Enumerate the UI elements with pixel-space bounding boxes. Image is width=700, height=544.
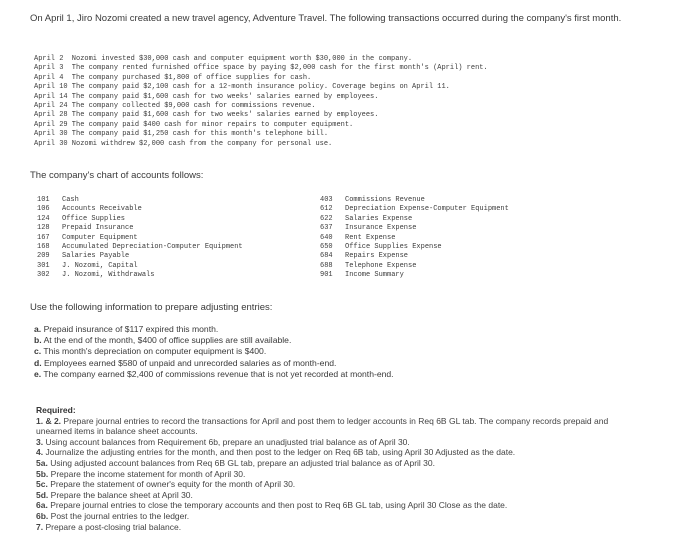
adjustment-text: Prepaid insurance of $117 expired this month.: [43, 324, 219, 334]
account-row: [320, 271, 620, 280]
adjustment-item: [34, 346, 394, 357]
account-name: Accumulated Depreciation-Computer Equipment: [62, 243, 243, 252]
required-item: [36, 522, 646, 533]
account-name: J. Nozomi, Capital: [62, 261, 138, 270]
required-label: 7.: [36, 521, 44, 532]
accounts-right-column: [320, 196, 620, 281]
required-item: [36, 416, 646, 437]
account-row: [320, 205, 620, 214]
required-text: Using adjusted account balances from Req 6B GL tab, prepare an adjusted trial balance as of April 30.: [50, 457, 435, 468]
required-label: 6a.: [36, 500, 48, 511]
account-number: 302: [37, 271, 50, 280]
adjustment-item: [34, 324, 394, 335]
required-item: [36, 458, 646, 469]
required-item: [36, 469, 646, 480]
account-number: 301: [37, 261, 50, 270]
account-number: 128: [37, 224, 50, 233]
account-name: Income Summary: [345, 271, 404, 280]
account-number: 403: [320, 196, 333, 204]
account-row: [37, 234, 307, 243]
adjustment-text: The company earned $2,400 of commissions revenue that is not yet recorded at month-end.: [43, 368, 394, 379]
required-item: [36, 490, 646, 501]
account-row: [320, 243, 620, 252]
required-label: 5a.: [36, 457, 48, 468]
required-heading: Required:: [36, 405, 76, 415]
required-label: 5c.: [36, 479, 48, 490]
account-number: 168: [37, 243, 50, 252]
adjustment-text: This month's depreciation on computer equipment is $400.: [43, 346, 267, 357]
account-name: Prepaid Insurance: [62, 224, 134, 233]
required-text: Prepare journal entries to close the temporary accounts and then post to Req 6B GL tab, using April 30 Close as the date.: [50, 500, 508, 511]
required-item: [36, 500, 646, 511]
required-label: 1. & 2.: [36, 415, 62, 426]
adjustment-item: [34, 369, 394, 380]
adjustment-item: [34, 335, 394, 346]
account-number: 901: [320, 271, 333, 280]
account-number: 124: [37, 214, 50, 223]
adjustment-text: At the end of the month, $400 of office supplies are still available.: [43, 335, 292, 346]
account-row: [37, 262, 307, 271]
account-row: [320, 224, 620, 233]
account-row: [37, 215, 307, 224]
required-text: Using account balances from Requirement 6b, prepare an unadjusted trial balance as of April 30.: [45, 436, 410, 447]
adjustment-label: d.: [34, 357, 42, 368]
transaction-line: April 30 Nozomi withdrew $2,000 cash from the company for personal use.: [34, 139, 333, 148]
account-name: Office Supplies: [62, 214, 126, 223]
required-text: Journalize the adjusting entries for the month, and then post to the ledger on Req 6B tab, using April 30 Adjusted as the date.: [45, 447, 516, 458]
account-name: Accounts Receivable: [62, 205, 142, 214]
account-row: [320, 262, 620, 271]
account-name: Telephone Expense: [345, 261, 417, 270]
transactions-list: [34, 55, 594, 149]
account-name: Computer Equipment: [62, 233, 138, 242]
transaction-line: April 30 The company paid $1,250 cash for this month's telephone bill.: [34, 130, 329, 139]
account-row: [37, 243, 307, 252]
chart-of-accounts-intro: The company's chart of accounts follows:: [30, 170, 204, 181]
adjustment-item: [34, 358, 394, 369]
required-label: 5b.: [36, 468, 49, 479]
required-label: 6b.: [36, 510, 49, 521]
transaction-line: April 4 The company purchased $1,800 of office supplies for cash.: [34, 73, 312, 82]
required-section: [36, 405, 646, 532]
adjustment-label: c.: [34, 346, 42, 357]
adjustment-label: a.: [34, 324, 42, 334]
account-name: Insurance Expense: [345, 224, 417, 233]
required-item: [36, 447, 646, 458]
account-name: Salaries Payable: [62, 252, 130, 261]
account-name: Cash: [62, 196, 79, 204]
required-item: [36, 437, 646, 448]
account-number: 637: [320, 224, 333, 233]
account-number: 612: [320, 205, 333, 214]
account-name: Rent Expense: [345, 233, 396, 242]
required-text: Prepare the statement of owner's equity for the month of April 30.: [50, 479, 296, 490]
account-name: Depreciation Expense-Computer Equipment: [345, 205, 509, 214]
required-label: 5d.: [36, 489, 49, 500]
required-item: [36, 511, 646, 522]
account-row: [37, 224, 307, 233]
adjustment-text: Employees earned $580 of unpaid and unrecorded salaries as of month-end.: [44, 357, 337, 368]
adjustments-list: [34, 324, 394, 380]
account-number: 101: [37, 196, 50, 204]
account-name: Salaries Expense: [345, 214, 413, 223]
account-number: 167: [37, 233, 50, 242]
transaction-line: April 24 The company collected $9,000 cash for commissions revenue.: [34, 102, 316, 111]
account-number: 650: [320, 243, 333, 252]
account-row: [320, 196, 620, 205]
account-name: Office Supplies Expense: [345, 243, 442, 252]
account-number: 622: [320, 214, 333, 223]
adjusting-info-intro: Use the following information to prepare adjusting entries:: [30, 302, 273, 313]
account-row: [37, 252, 307, 261]
required-item: [36, 479, 646, 490]
account-name: Commissions Revenue: [345, 196, 425, 204]
account-number: 684: [320, 252, 333, 261]
transaction-line: April 29 The company paid $400 cash for minor repairs to computer equipment.: [34, 120, 354, 129]
account-number: 209: [37, 252, 50, 261]
required-text: Prepare the balance sheet at April 30.: [50, 489, 193, 500]
transaction-line: April 28 The company paid $1,600 cash for two weeks' salaries earned by employees.: [34, 111, 379, 120]
required-text: Prepare the income statement for month of April 30.: [50, 468, 246, 479]
accounts-left-column: [37, 196, 307, 281]
required-text: Post the journal entries to the ledger.: [50, 510, 190, 521]
account-row: [320, 234, 620, 243]
account-number: 688: [320, 261, 333, 270]
required-text: Prepare a post-closing trial balance.: [45, 521, 182, 532]
account-row: [37, 271, 307, 280]
account-row: [37, 205, 307, 214]
account-name: Repairs Expense: [345, 252, 409, 261]
account-number: 106: [37, 205, 50, 214]
required-text: Prepare journal entries to record the transactions for April and post them to ledger accounts in Req 6B GL tab. The company records prepaid and unearned items in balance sheet accounts.: [36, 415, 609, 437]
account-row: [320, 215, 620, 224]
transaction-line: April 14 The company paid $1,600 cash for two weeks' salaries earned by employees.: [34, 92, 379, 101]
intro-paragraph: On April 1, Jiro Nozomi created a new travel agency, Adventure Travel. The following transactions occurred during the company's first month.: [30, 13, 622, 24]
account-number: 640: [320, 233, 333, 242]
transaction-line: April 3 The company rented furnished office space by paying $2,000 cash for the first month's (April) rent.: [34, 64, 488, 73]
account-row: [320, 252, 620, 261]
account-name: J. Nozomi, Withdrawals: [62, 271, 155, 280]
account-row: [37, 196, 307, 205]
transaction-line: April 2 Nozomi invested $30,000 cash and computer equipment worth $30,000 in the company.: [34, 55, 413, 63]
required-label: 3.: [36, 436, 44, 447]
required-label: 4.: [36, 447, 44, 458]
transaction-line: April 10 The company paid $2,100 cash for a 12-month insurance policy. Coverage begins on April 11.: [34, 83, 450, 92]
adjustment-label: e.: [34, 368, 42, 379]
adjustment-label: b.: [34, 335, 42, 346]
